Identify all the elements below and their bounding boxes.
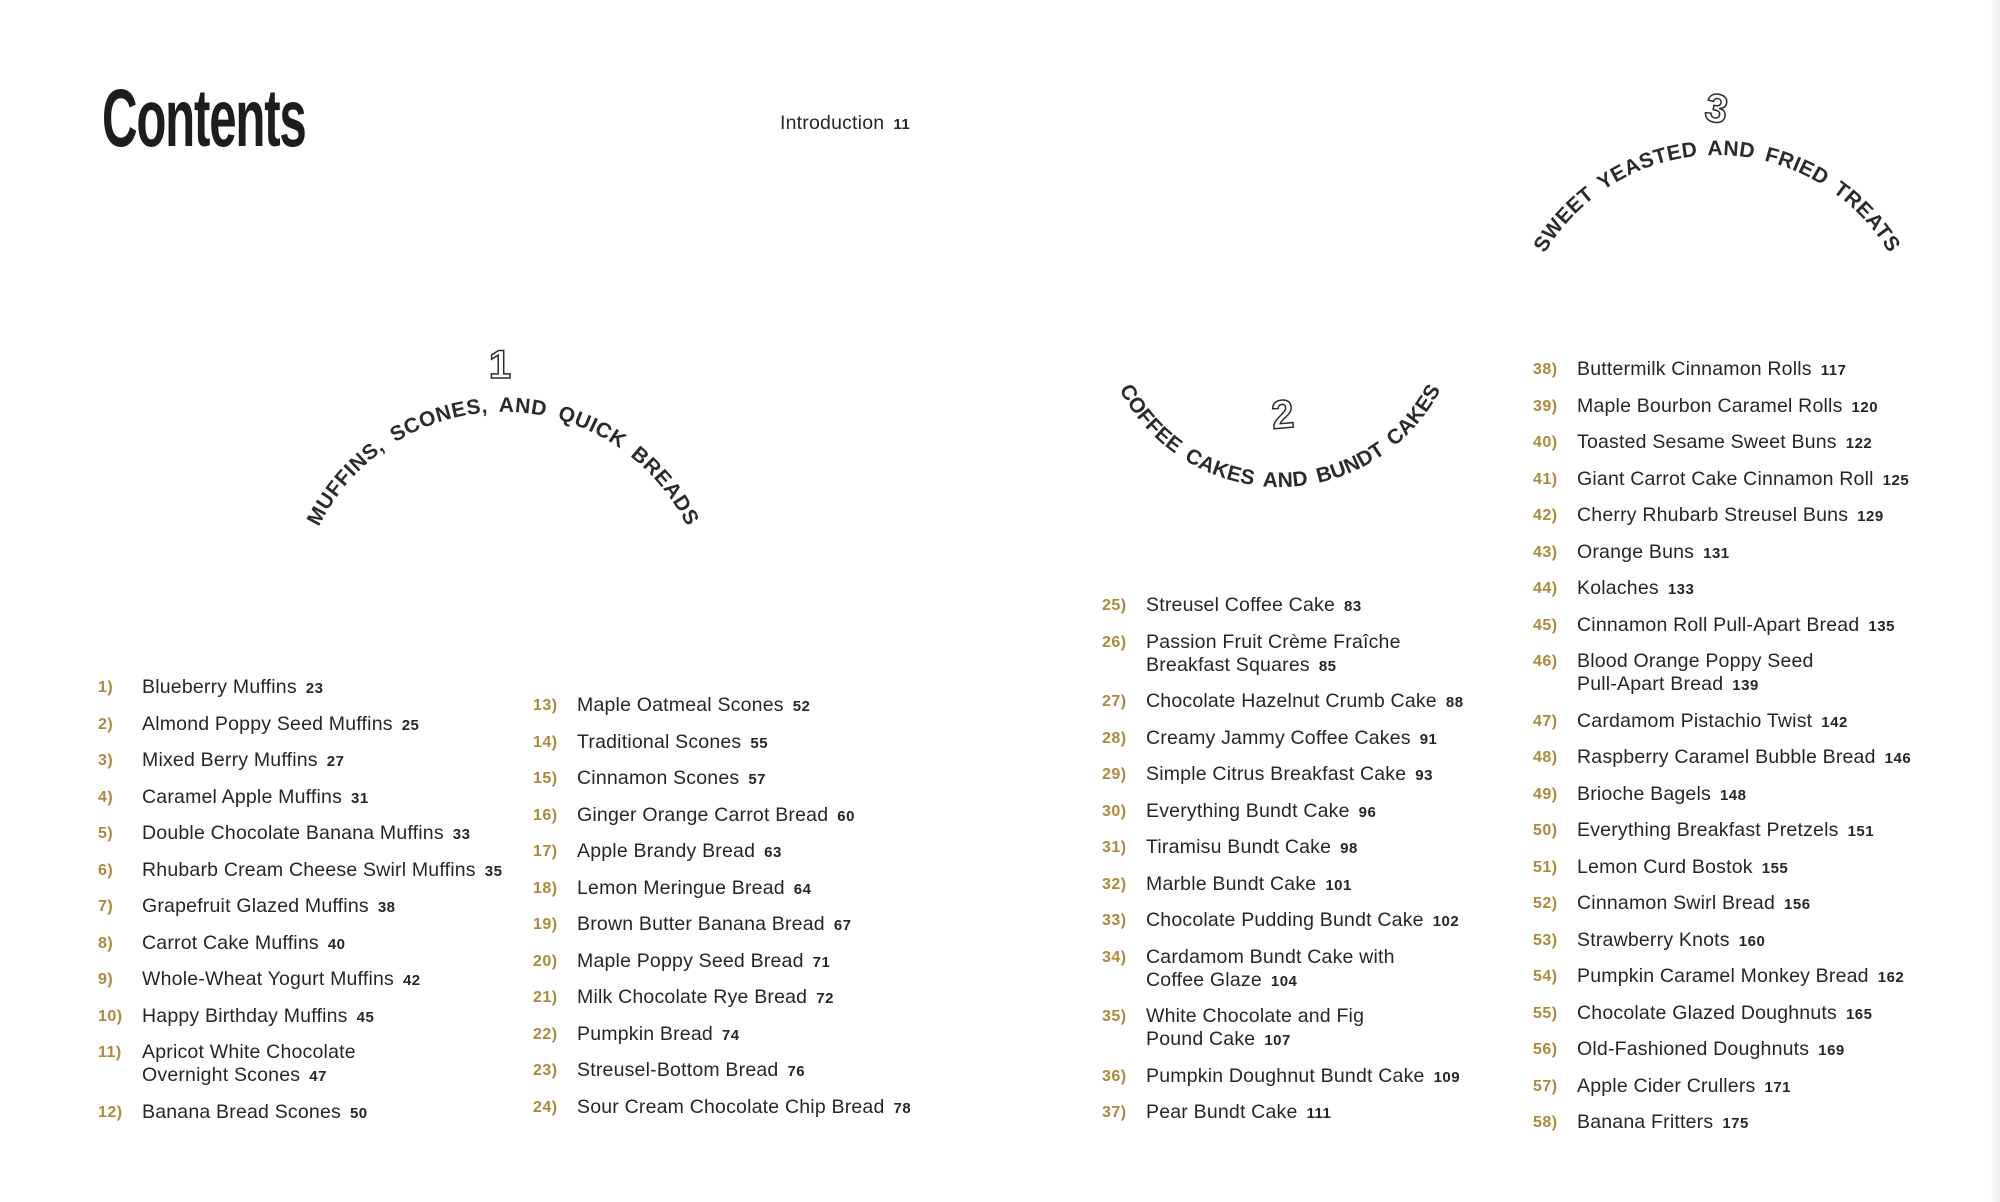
entry-number: 45) bbox=[1533, 616, 1558, 634]
entry-title: Mixed Berry Muffins 27 bbox=[142, 749, 345, 771]
entry-number: 30) bbox=[1102, 802, 1127, 820]
entry-number: 54) bbox=[1533, 968, 1558, 985]
recipe-column-2 bbox=[533, 694, 973, 1132]
toc-entry bbox=[1533, 614, 1973, 638]
toc-entry bbox=[533, 877, 973, 901]
chapter-3-heading bbox=[1500, 55, 1940, 395]
toc-entry bbox=[533, 804, 973, 828]
entry-page: 47 bbox=[309, 1068, 327, 1085]
toc-entry bbox=[1533, 395, 1973, 419]
toc-entry bbox=[533, 913, 973, 937]
entry-title: Chocolate Glazed Doughnuts 165 bbox=[1577, 1001, 1873, 1024]
entry-page: 42 bbox=[402, 972, 421, 989]
svg-text:SWEET YEASTED AND FRIED TREATS bbox=[1529, 137, 1904, 256]
entry-title: Double Chocolate Banana Muffins 33 bbox=[142, 822, 471, 844]
entry-page: 85 bbox=[1318, 657, 1337, 675]
entry-number: 19) bbox=[533, 916, 558, 933]
entry-number: 41) bbox=[1533, 470, 1558, 488]
entry-page: 40 bbox=[327, 935, 346, 953]
entry-title: Tiramisu Bundt Cake 98 bbox=[1146, 836, 1358, 858]
entry-page: 35 bbox=[484, 862, 503, 880]
chapter-1-title: MUFFINS, SCONES, AND QUICK BREADS bbox=[302, 393, 704, 530]
toc-entry bbox=[533, 1059, 973, 1083]
chapter-2-number: 2 bbox=[1269, 392, 1296, 438]
entry-page: 76 bbox=[787, 1063, 806, 1080]
entry-page: 98 bbox=[1340, 840, 1358, 857]
entry-number: 27) bbox=[1102, 693, 1127, 710]
entry-title: Pumpkin Doughnut Bundt Cake 109 bbox=[1146, 1064, 1461, 1087]
entry-number: 48) bbox=[1533, 749, 1558, 766]
entry-number: 25) bbox=[1102, 597, 1127, 614]
entry-page: 175 bbox=[1722, 1115, 1749, 1132]
entry-page: 91 bbox=[1419, 730, 1438, 748]
toc-entry bbox=[533, 1023, 973, 1047]
entry-page: 133 bbox=[1667, 581, 1695, 598]
toc-entry bbox=[1533, 746, 1973, 770]
entry-title: Old-Fashioned Doughnuts 169 bbox=[1577, 1038, 1845, 1060]
entry-page: 142 bbox=[1821, 713, 1848, 731]
toc-entry bbox=[1533, 710, 1973, 734]
toc-entry bbox=[98, 713, 538, 737]
entry-page: 102 bbox=[1432, 913, 1460, 930]
entry-number: 13) bbox=[533, 697, 558, 714]
entry-title: Banana Bread Scones 50 bbox=[142, 1100, 368, 1123]
toc-entry bbox=[1533, 541, 1973, 565]
entry-title: Caramel Apple Muffins 31 bbox=[142, 785, 369, 808]
entry-page: 83 bbox=[1344, 598, 1362, 615]
entry-title: Toasted Sesame Sweet Buns 122 bbox=[1577, 431, 1873, 453]
toc-entry bbox=[1533, 650, 1973, 697]
entry-title: Banana Fritters 175 bbox=[1577, 1111, 1749, 1133]
entry-title: Cherry Rhubarb Streusel Buns 129 bbox=[1577, 504, 1884, 526]
entry-page: 45 bbox=[356, 1008, 375, 1026]
entry-number: 56) bbox=[1533, 1041, 1558, 1058]
svg-text:MUFFINS, SCONES, AND QUICK BRE bbox=[303, 394, 704, 530]
toc-entry bbox=[1533, 1002, 1973, 1026]
chapter-1-heading bbox=[225, 325, 785, 705]
chapter-3-number: 3 bbox=[1701, 85, 1732, 133]
entry-number: 36) bbox=[1102, 1067, 1127, 1085]
entry-number: 29) bbox=[1102, 766, 1127, 783]
toc-entry bbox=[98, 1101, 538, 1125]
introduction-label: Introduction bbox=[780, 112, 885, 134]
entry-page: 107 bbox=[1264, 1032, 1291, 1049]
entry-page: 171 bbox=[1764, 1078, 1792, 1096]
entry-number: 46) bbox=[1533, 653, 1558, 670]
entry-number: 52) bbox=[1533, 895, 1558, 912]
toc-entry bbox=[1533, 468, 1973, 492]
entry-title: Raspberry Caramel Bubble Bread 146 bbox=[1577, 746, 1912, 768]
entry-title: Cinnamon Roll Pull-Apart Bread 135 bbox=[1577, 613, 1895, 636]
entry-title: Maple Oatmeal Scones 52 bbox=[577, 694, 811, 716]
entry-page: 60 bbox=[837, 807, 855, 825]
entry-title: Brown Butter Banana Bread 67 bbox=[577, 913, 852, 935]
toc-entry bbox=[533, 731, 973, 755]
toc-entry bbox=[1533, 577, 1973, 601]
entry-title: Streusel-Bottom Bread 76 bbox=[577, 1059, 806, 1081]
entry-title: Lemon Curd Bostok 155 bbox=[1577, 855, 1789, 878]
entry-title: Apple Cider Crullers 171 bbox=[1577, 1074, 1792, 1097]
entry-page: 148 bbox=[1719, 786, 1747, 804]
entry-number: 22) bbox=[533, 1025, 558, 1043]
entry-number: 8) bbox=[98, 934, 114, 952]
entry-page: 72 bbox=[816, 990, 834, 1007]
entry-number: 1) bbox=[98, 679, 114, 696]
entry-number: 42) bbox=[1533, 507, 1558, 524]
entry-number: 3) bbox=[98, 752, 114, 769]
entry-page: 38 bbox=[377, 899, 396, 916]
entry-page: 55 bbox=[750, 734, 769, 752]
entry-title: Apple Brandy Bread 63 bbox=[577, 840, 782, 862]
toc-entry bbox=[533, 840, 973, 864]
entry-number: 47) bbox=[1533, 712, 1558, 730]
entry-page: 135 bbox=[1868, 617, 1895, 635]
entry-number: 58) bbox=[1533, 1114, 1558, 1131]
entry-number: 43) bbox=[1533, 543, 1558, 561]
entry-number: 32) bbox=[1102, 875, 1127, 893]
entry-number: 7) bbox=[98, 898, 114, 915]
entry-number: 6) bbox=[98, 861, 114, 879]
entry-title: Cardamom Pistachio Twist 142 bbox=[1577, 709, 1848, 732]
entry-page: 78 bbox=[893, 1099, 912, 1117]
entry-title: Lemon Meringue Bread 64 bbox=[577, 876, 812, 899]
entry-number: 23) bbox=[533, 1062, 558, 1079]
entry-title: Pumpkin Bread 74 bbox=[577, 1022, 740, 1045]
entry-title: Pumpkin Caramel Monkey Bread 162 bbox=[1577, 965, 1905, 987]
toc-entry bbox=[1102, 1101, 1542, 1125]
entry-number: 16) bbox=[533, 806, 558, 824]
entry-title: Milk Chocolate Rye Bread 72 bbox=[577, 986, 834, 1008]
recipe-column-3 bbox=[1102, 594, 1542, 1138]
toc-entry bbox=[1102, 836, 1542, 860]
toc-entry bbox=[533, 986, 973, 1010]
entry-number: 40) bbox=[1533, 434, 1558, 451]
entry-page: 165 bbox=[1845, 1005, 1873, 1023]
toc-entry bbox=[1102, 800, 1542, 824]
entry-page: 146 bbox=[1884, 750, 1912, 767]
toc-entry bbox=[98, 895, 538, 919]
entry-number: 21) bbox=[533, 989, 558, 1006]
entry-page: 169 bbox=[1818, 1042, 1845, 1059]
entry-number: 35) bbox=[1102, 1008, 1127, 1025]
toc-entry bbox=[98, 859, 538, 883]
toc-entry bbox=[98, 1041, 538, 1088]
entry-page: 27 bbox=[326, 753, 345, 770]
toc-entry bbox=[98, 932, 538, 956]
toc-entry bbox=[1102, 873, 1542, 897]
entry-title: Whole-Wheat Yogurt Muffins 42 bbox=[142, 968, 421, 990]
toc-entry bbox=[533, 694, 973, 718]
entry-number: 5) bbox=[98, 825, 114, 842]
entry-title: Passion Fruit Crème Fraîche Breakfast Squares 85 bbox=[1146, 630, 1401, 676]
entry-number: 17) bbox=[533, 843, 558, 860]
entry-title: Maple Bourbon Caramel Rolls 120 bbox=[1577, 394, 1879, 417]
entry-title: Strawberry Knots 160 bbox=[1577, 928, 1766, 951]
toc-entry bbox=[1533, 431, 1973, 455]
entry-page: 117 bbox=[1820, 362, 1847, 379]
entry-number: 18) bbox=[533, 879, 558, 897]
entry-page: 50 bbox=[349, 1104, 368, 1122]
entry-title: Creamy Jammy Coffee Cakes 91 bbox=[1146, 726, 1438, 749]
entry-page: 31 bbox=[351, 789, 369, 807]
entry-page: 120 bbox=[1851, 398, 1879, 416]
entry-title: Apricot White Chocolate Overnight Scones 47 bbox=[142, 1041, 356, 1086]
entry-page: 131 bbox=[1703, 544, 1730, 562]
entry-page: 155 bbox=[1761, 859, 1789, 877]
entry-title: Giant Carrot Cake Cinnamon Roll 125 bbox=[1577, 467, 1910, 490]
entry-title: Buttermilk Cinnamon Rolls 117 bbox=[1577, 358, 1847, 380]
entry-title: Orange Buns 131 bbox=[1577, 540, 1730, 563]
toc-entry bbox=[1533, 1111, 1973, 1135]
entry-title: Chocolate Pudding Bundt Cake 102 bbox=[1146, 909, 1460, 931]
entry-number: 39) bbox=[1533, 397, 1558, 415]
entry-number: 34) bbox=[1102, 948, 1127, 966]
entry-title: Blood Orange Poppy Seed Pull-Apart Bread 139 bbox=[1577, 650, 1814, 695]
entry-number: 12) bbox=[98, 1103, 123, 1121]
toc-entry bbox=[98, 749, 538, 773]
toc-entry bbox=[1102, 631, 1542, 678]
entry-page: 151 bbox=[1847, 823, 1875, 840]
entry-number: 49) bbox=[1533, 785, 1558, 803]
toc-entry bbox=[1533, 819, 1973, 843]
toc-entry bbox=[1533, 929, 1973, 953]
entry-title: Cardamom Bundt Cake with Coffee Glaze 104 bbox=[1146, 945, 1395, 991]
entry-number: 2) bbox=[98, 715, 114, 733]
entry-title: Streusel Coffee Cake 83 bbox=[1146, 594, 1362, 616]
entry-page: 88 bbox=[1445, 694, 1464, 711]
toc-entry bbox=[1533, 856, 1973, 880]
entry-number: 44) bbox=[1533, 580, 1558, 597]
introduction-entry bbox=[780, 112, 910, 136]
entry-number: 50) bbox=[1533, 822, 1558, 839]
entry-page: 64 bbox=[793, 880, 812, 898]
toc-entry bbox=[1102, 946, 1542, 993]
toc-entry bbox=[1102, 594, 1542, 618]
entry-page: 109 bbox=[1433, 1068, 1461, 1086]
entry-number: 10) bbox=[98, 1007, 123, 1025]
entry-page: 23 bbox=[305, 680, 324, 697]
toc-entry bbox=[533, 1096, 973, 1120]
entry-title: Blueberry Muffins 23 bbox=[142, 676, 324, 698]
introduction-page: 11 bbox=[893, 116, 911, 133]
entry-page: 139 bbox=[1732, 677, 1759, 694]
entry-number: 4) bbox=[98, 788, 114, 806]
entry-title: Happy Birthday Muffins 45 bbox=[142, 1004, 375, 1027]
page-edge bbox=[1990, 0, 2000, 1202]
toc-entry bbox=[1533, 892, 1973, 916]
entry-number: 11) bbox=[98, 1044, 122, 1061]
entry-page: 63 bbox=[764, 844, 782, 861]
chapter-2-title: COFFEE CAKES AND BUNDT CAKES bbox=[1114, 380, 1446, 493]
toc-entry bbox=[1533, 965, 1973, 989]
entry-title: Simple Citrus Breakfast Cake 93 bbox=[1146, 763, 1433, 785]
entry-title: Everything Bundt Cake 96 bbox=[1146, 799, 1377, 822]
recipe-column-1 bbox=[98, 676, 538, 1137]
entry-title: Chocolate Hazelnut Crumb Cake 88 bbox=[1146, 690, 1464, 712]
page-title: Contents bbox=[102, 73, 306, 164]
entry-title: Cinnamon Swirl Bread 156 bbox=[1577, 892, 1811, 914]
entry-title: Maple Poppy Seed Bread 71 bbox=[577, 949, 831, 972]
toc-entry bbox=[98, 968, 538, 992]
entry-page: 52 bbox=[792, 698, 811, 715]
entry-number: 31) bbox=[1102, 839, 1127, 856]
toc-entry bbox=[1102, 690, 1542, 714]
entry-number: 28) bbox=[1102, 729, 1127, 747]
entry-title: Brioche Bagels 148 bbox=[1577, 782, 1747, 805]
toc-entry bbox=[1102, 727, 1542, 751]
entry-page: 71 bbox=[812, 953, 831, 971]
entry-title: Pear Bundt Cake 111 bbox=[1146, 1101, 1332, 1123]
entry-page: 162 bbox=[1877, 969, 1905, 986]
toc-entry bbox=[1533, 1075, 1973, 1099]
entry-title: Kolaches 133 bbox=[1577, 577, 1695, 599]
entry-number: 38) bbox=[1533, 361, 1558, 378]
toc-entry bbox=[98, 1005, 538, 1029]
entry-title: Almond Poppy Seed Muffins 25 bbox=[142, 712, 420, 735]
entry-page: 125 bbox=[1882, 471, 1910, 489]
entry-number: 14) bbox=[533, 733, 558, 751]
entry-page: 96 bbox=[1358, 803, 1377, 821]
entry-title: Traditional Scones 55 bbox=[577, 730, 769, 753]
entry-page: 25 bbox=[401, 716, 420, 734]
toc-entry bbox=[98, 676, 538, 700]
entry-page: 111 bbox=[1306, 1105, 1332, 1122]
entry-page: 160 bbox=[1738, 932, 1766, 950]
entry-title: Carrot Cake Muffins 40 bbox=[142, 931, 346, 954]
entry-number: 15) bbox=[533, 770, 558, 787]
entry-title: White Chocolate and Fig Pound Cake 107 bbox=[1146, 1005, 1365, 1050]
entry-number: 53) bbox=[1533, 931, 1558, 949]
toc-entry bbox=[1533, 783, 1973, 807]
recipe-column-4 bbox=[1533, 358, 1973, 1148]
entry-title: Rhubarb Cream Cheese Swirl Muffins 35 bbox=[142, 858, 503, 881]
toc-entry bbox=[1102, 763, 1542, 787]
toc-entry bbox=[98, 822, 538, 846]
chapter-2-heading bbox=[1080, 300, 1500, 530]
toc-entry bbox=[1102, 909, 1542, 933]
entry-number: 26) bbox=[1102, 633, 1127, 651]
entry-number: 51) bbox=[1533, 858, 1558, 876]
entry-page: 67 bbox=[833, 917, 852, 934]
entry-number: 20) bbox=[533, 952, 558, 970]
entry-title: Everything Breakfast Pretzels 151 bbox=[1577, 819, 1875, 841]
entry-number: 33) bbox=[1102, 912, 1127, 929]
toc-entry bbox=[1533, 504, 1973, 528]
entry-title: Sour Cream Chocolate Chip Bread 78 bbox=[577, 1095, 912, 1118]
entry-page: 122 bbox=[1845, 435, 1873, 452]
toc-entry bbox=[1533, 358, 1973, 382]
entry-title: Grapefruit Glazed Muffins 38 bbox=[142, 895, 396, 917]
toc-entry bbox=[533, 767, 973, 791]
entry-number: 55) bbox=[1533, 1004, 1558, 1022]
entry-page: 156 bbox=[1784, 896, 1811, 913]
entry-page: 74 bbox=[721, 1026, 740, 1044]
entry-page: 93 bbox=[1415, 767, 1433, 784]
entry-page: 104 bbox=[1270, 972, 1298, 990]
entry-number: 37) bbox=[1102, 1104, 1127, 1121]
entry-page: 101 bbox=[1325, 876, 1352, 894]
chapter-3-title: SWEET YEASTED AND FRIED TREATS bbox=[1529, 136, 1905, 257]
entry-title: Cinnamon Scones 57 bbox=[577, 767, 767, 789]
toc-entry bbox=[533, 950, 973, 974]
chapter-1-number: 1 bbox=[488, 343, 512, 387]
entry-page: 129 bbox=[1857, 508, 1884, 525]
toc-entry bbox=[1102, 1065, 1542, 1089]
toc-entry bbox=[98, 786, 538, 810]
entry-number: 9) bbox=[98, 971, 114, 988]
toc-entry bbox=[1102, 1005, 1542, 1052]
entry-title: Ginger Orange Carrot Bread 60 bbox=[577, 803, 855, 826]
entry-page: 33 bbox=[452, 826, 471, 843]
toc-entry bbox=[1533, 1038, 1973, 1062]
entry-page: 57 bbox=[748, 771, 767, 788]
entry-title: Marble Bundt Cake 101 bbox=[1146, 872, 1352, 895]
entry-number: 57) bbox=[1533, 1077, 1558, 1095]
entry-number: 24) bbox=[533, 1098, 558, 1116]
